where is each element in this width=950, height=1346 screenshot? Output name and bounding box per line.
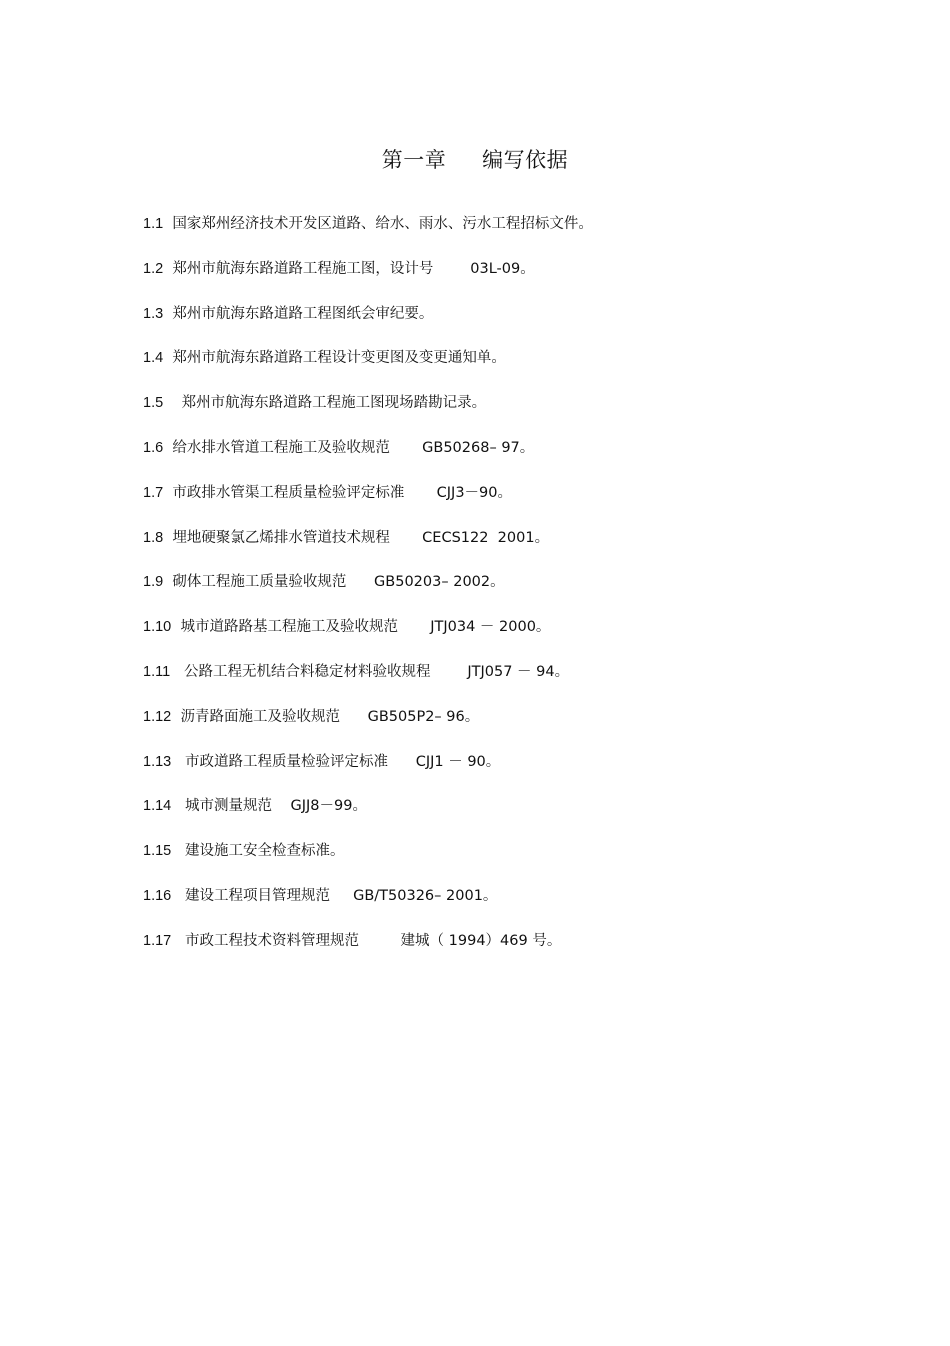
list-item (143, 840, 863, 885)
list-item (143, 213, 863, 258)
list-item (143, 392, 863, 437)
list-item (143, 751, 863, 796)
list-item (143, 437, 863, 482)
item-text: 公路工程无机结合料稳定材料验收规程 JTJ057 － 94。 (170, 663, 570, 680)
item-number: 1.14 (143, 798, 172, 815)
item-text: 郑州市航海东路道路工程施工图，设计号 03L-09。 (163, 260, 535, 277)
list-item (143, 661, 863, 706)
item-text: 郑州市航海东路道路工程图纸会审纪要。 (163, 305, 434, 322)
item-number: 1.16 (143, 887, 172, 904)
item-text: 市政排水管渠工程质量检验评定标准 CJJ3－90。 (163, 484, 513, 501)
list-item (143, 706, 863, 751)
item-text: 城市测量规范 GJJ8－99。 (171, 798, 367, 815)
item-text: 建设工程项目管理规范 GB/T50326– 2001。 (171, 887, 498, 904)
list-item (143, 616, 863, 661)
item-text: 埋地硬聚氯乙烯排水管道技术规程 CECS122 2001。 (163, 529, 550, 546)
list-item (143, 258, 863, 303)
item-text: 国家郑州经济技术开发区道路、给水、雨水、污水工程招标文件。 (163, 216, 593, 232)
item-text: 城市道路路基工程施工及验收规范 JTJ034 － 2000。 (171, 619, 551, 636)
reference-list (143, 213, 863, 975)
item-text: 市政工程技术资料管理规范 建城（ 1994）469 号。 (171, 932, 562, 949)
item-number: 1.3 (143, 305, 164, 322)
list-item (143, 303, 863, 348)
item-number: 1.7 (143, 484, 164, 501)
list-item (143, 885, 863, 930)
item-number: 1.11 (143, 663, 171, 680)
item-number: 1.8 (143, 529, 164, 546)
item-text: 给水排水管道工程施工及验收规范 GB50268– 97。 (163, 439, 535, 456)
list-item (143, 527, 863, 572)
item-text: 沥青路面施工及验收规范 GB505P2– 96。 (171, 708, 480, 725)
item-text: 建设施工安全检查标准。 (171, 843, 345, 860)
list-item (143, 795, 863, 840)
item-text: 市政道路工程质量检验评定标准 CJJ1 － 90。 (171, 753, 501, 770)
list-item (143, 482, 863, 527)
item-number: 1.10 (143, 619, 172, 636)
list-item (143, 347, 863, 392)
item-number: 1.1 (143, 216, 164, 232)
item-number: 1.2 (143, 260, 164, 277)
item-number: 1.15 (143, 843, 172, 860)
item-number: 1.6 (143, 439, 164, 456)
list-item (143, 571, 863, 616)
chapter-title: 第一章 编写依据 (381, 148, 569, 172)
item-number: 1.4 (143, 350, 164, 367)
item-number: 1.17 (143, 932, 172, 949)
item-number: 1.13 (143, 753, 172, 770)
item-text: 砌体工程施工质量验收规范 GB50203– 2002。 (163, 574, 505, 591)
item-number: 1.5 (143, 395, 164, 412)
item-text: 郑州市航海东路道路工程施工图现场踏勘记录。 (163, 395, 487, 412)
list-item (143, 930, 863, 975)
item-number: 1.9 (143, 574, 164, 591)
item-text: 郑州市航海东路道路工程设计变更图及变更通知单。 (163, 350, 506, 367)
item-number: 1.12 (143, 708, 172, 725)
